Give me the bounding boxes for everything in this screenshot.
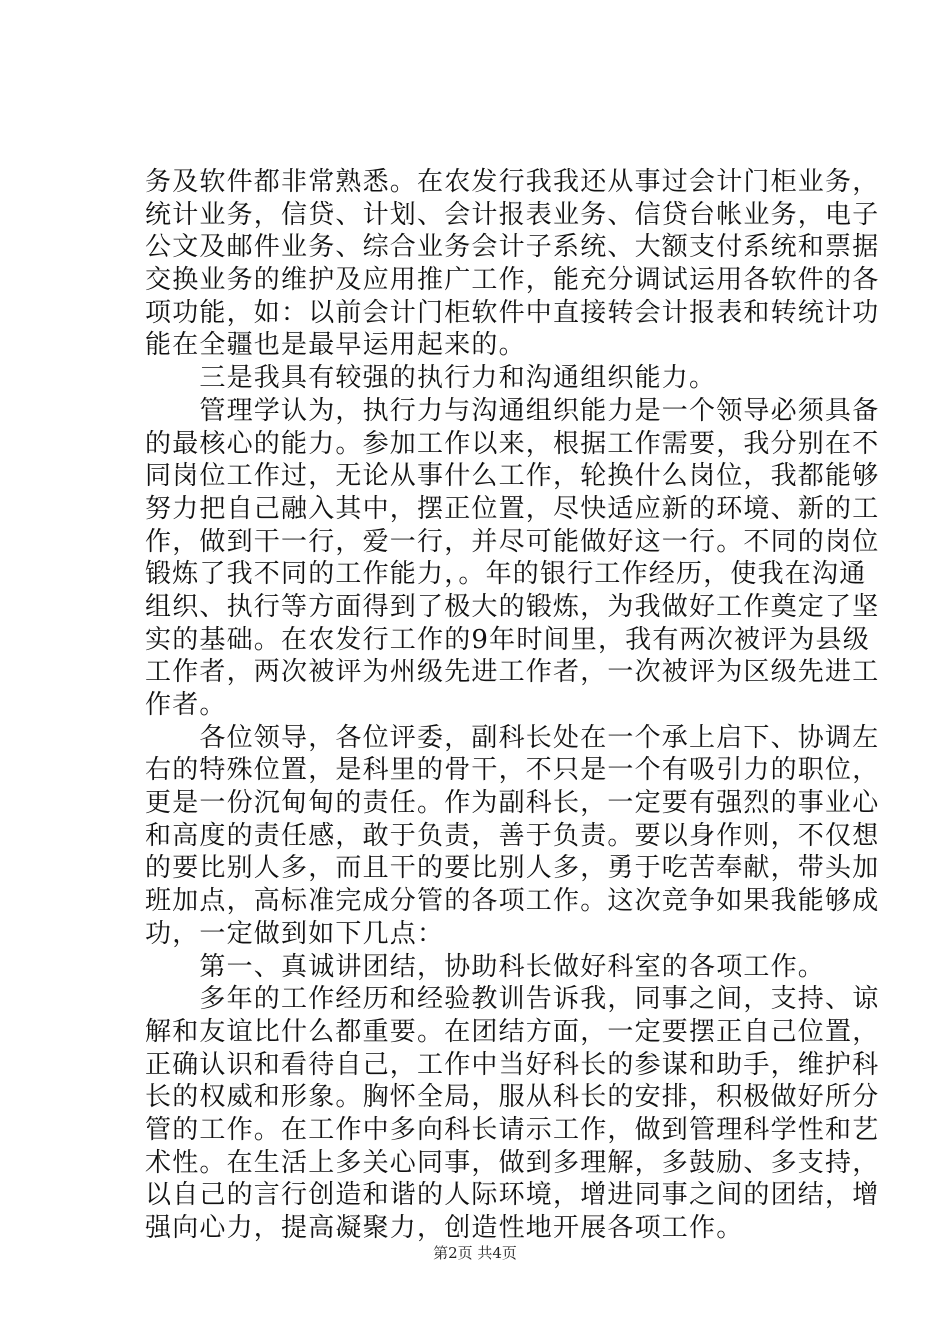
text-line: 锻炼了我不同的工作能力，。年的银行工作经历，使我在沟通 xyxy=(145,559,867,590)
text-line: 更是一份沉甸甸的责任。作为副科长，一定要有强烈的事业心 xyxy=(145,788,880,819)
text-line: 多年的工作经历和经验教训告诉我，同事之间，支持、谅 xyxy=(145,984,880,1015)
text-line: 以自己的言行创造和谐的人际环境，增进同事之间的团结，增 xyxy=(145,1180,880,1211)
text-line: 班加点，高标准完成分管的各项工作。这次竞争如果我能够成 xyxy=(145,886,880,917)
text-line: 右的特殊位置，是科里的骨干，不只是一个有吸引力的职位， xyxy=(145,755,880,786)
text-line: 组织、执行等方面得到了极大的锻炼，为我做好工作奠定了坚 xyxy=(145,591,880,622)
text-line: 同岗位工作过，无论从事什么工作，轮换什么岗位，我都能够 xyxy=(145,461,880,492)
body-text xyxy=(145,166,880,1245)
text-line: 管的工作。在工作中多向科长请示工作，做到管理科学性和艺 xyxy=(145,1114,880,1145)
text-line: 作，做到干一行，爱一行，并尽可能做好这一行。不同的岗位 xyxy=(145,526,880,557)
text-line: 三是我具有较强的执行力和沟通组织能力。 xyxy=(145,363,717,394)
text-line: 强向心力，提高凝聚力，创造性地开展各项工作。 xyxy=(145,1213,744,1243)
text-line: 努力把自己融入其中，摆正位置，尽快适应新的环境、新的工 xyxy=(145,493,880,524)
text-line: 长的权威和形象。胸怀全局，服从科长的安排，积极做好所分 xyxy=(145,1082,880,1113)
text-line: 务及软件都非常熟悉。在农发行我我还从事过会计门柜业务， xyxy=(145,167,880,197)
text-line: 作者。 xyxy=(145,690,227,720)
text-line: 能在全疆也是最早运用起来的。 xyxy=(145,330,526,361)
text-line: 和高度的责任感，敢于负责，善于负责。要以身作则，不仅想 xyxy=(145,820,880,851)
text-line: 正确认识和看待自己，工作中当好科长的参谋和助手，维护科 xyxy=(145,1049,880,1080)
text-line: 功，一定做到如下几点： xyxy=(145,918,445,949)
text-line: 实的基础。在农发行工作的9年时间里，我有两次被评为县级 xyxy=(145,624,870,655)
text-line: 项功能，如：以前会计门柜软件中直接转会计报表和转统计功 xyxy=(145,297,880,328)
page-number-footer: 第2页 共4页 xyxy=(433,1244,517,1262)
text-line: 的最核心的能力。参加工作以来，根据工作需要，我分别在不 xyxy=(145,428,880,459)
text-line: 术性。在生活上多关心同事，做到多理解，多鼓励、多支持， xyxy=(145,1147,880,1178)
text-line: 统计业务，信贷、计划、会计报表业务、信贷台帐业务，电子 xyxy=(145,199,880,230)
text-line: 管理学认为，执行力与沟通组织能力是一个领导必须具备 xyxy=(145,395,880,426)
text-line: 交换业务的维护及应用推广工作，能充分调试运用各软件的各 xyxy=(145,265,880,296)
text-line: 公文及邮件业务、综合业务会计子系统、大额支付系统和票据 xyxy=(145,232,880,263)
text-line: 工作者，两次被评为州级先进工作者，一次被评为区级先进工 xyxy=(145,657,880,688)
text-line: 第一、真诚讲团结，协助科长做好科室的各项工作。 xyxy=(145,951,826,982)
text-line: 的要比别人多，而且干的要比别人多，勇于吃苦奉献，带头加 xyxy=(145,853,880,884)
text-line: 各位领导，各位评委，副科长处在一个承上启下、协调左 xyxy=(145,722,880,753)
text-line: 解和友谊比什么都重要。在团结方面，一定要摆正自己位置， xyxy=(145,1016,880,1047)
